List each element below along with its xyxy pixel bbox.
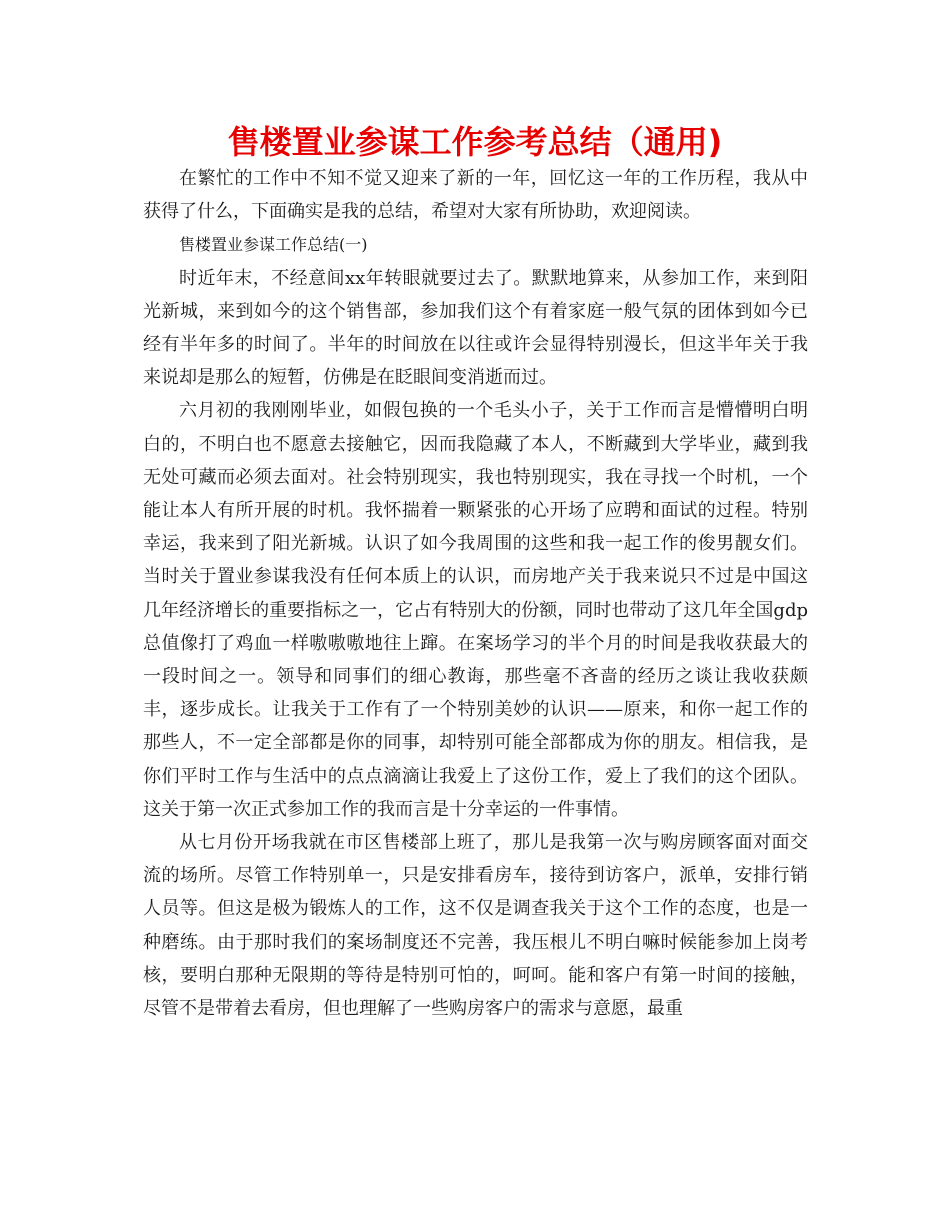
body-paragraph: 时近年末，不经意间xx年转眼就要过去了。默默地算来，从参加工作，来到阳光新城，来到如今的这个销售部，参加我们这个有着家庭一般气氛的团体到如今已经有半年多的时间了。半年的时间放在以往或许会显得特别漫长，但这半年关于我来说却是那么的短暂，仿佛是在眨眼间变消逝而过。	[143, 267, 808, 389]
section-heading: 售楼置业参谋工作总结(一)	[179, 235, 368, 255]
intro-paragraph: 在繁忙的工作中不知不觉又迎来了新的一年，回忆这一年的工作历程，我从中获得了什么，下面确实是我的总结，希望对大家有所协助，欢迎阅读。	[143, 168, 808, 223]
body-paragraph: 从七月份开场我就在市区售楼部上班了，那儿是我第一次与购房顾客面对面交流的场所。尽管工作特别单一，只是安排看房车，接待到访客户，派单，安排行销人员等。但这是极为锻炼人的工作，这不仅是调查我关于这个工作的态度，也是一种磨练。由于那时我们的案场制度还不完善，我压根儿不明白嘛时候能参加上岗考核，要明白那种无限期的等待是特别可怕的，呵呵。能和客户有第一时间的接触，尽管不是带着去看房，但也理解了一些购房客户的需求与意愿，最重	[143, 832, 808, 1020]
document-body	[143, 162, 808, 1025]
document-title: 售楼置业参谋工作参考总结（通用)	[227, 123, 723, 161]
body-paragraph: 六月初的我刚刚毕业，如假包换的一个毛头小子，关于工作而言是懵懵明白明白的，不明白也不愿意去接触它，因而我隐藏了本人，不断藏到大学毕业，藏到我无处可藏而必须去面对。社会特别现实，我也特别现实，我在寻找一个时机，一个能让本人有所开展的时机。我怀揣着一颗紧张的心开场了应聘和面试的过程。特别幸运，我来到了阳光新城。认识了如今我周围的这些和我一起工作的俊男靓女们。当时关于置业参谋我没有任何本质上的认识，而房地产关于我来说只不过是中国这几年经济增长的重要指标之一，它占有特别大的份额，同时也带动了这几年全国gdp总值像打了鸡血一样嗷嗷嗷地往上蹿。在案场学习的半个月的时间是我收获最大的一段时间之一。领导和同事们的细心教诲，那些毫不吝啬的经历之谈让我收获颇丰，逐步成长。让我关于工作有了一个特别美妙的认识——原来，和你一起工作的那些人，不一定全部都是你的同事，却特别可能全部都成为你的朋友。相信我，是你们平时工作与生活中的点点滴滴让我爱上了这份工作，爱上了我们的这个团队。这关于第一次正式参加工作的我而言是十分幸运的一件事情。	[143, 400, 808, 820]
